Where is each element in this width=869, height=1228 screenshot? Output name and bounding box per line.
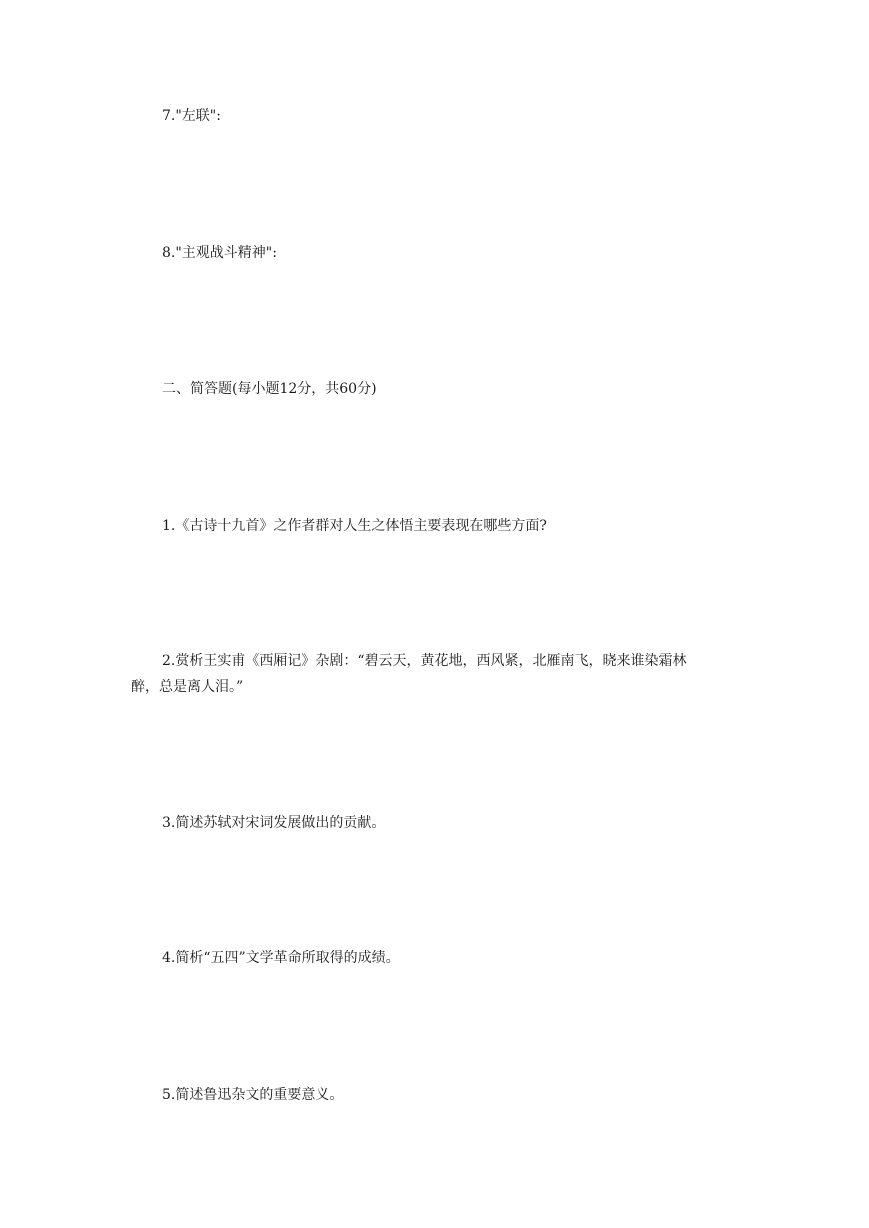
question-7: 7."左联": — [162, 108, 221, 124]
section-heading-short-answer: 二、简答题(每小题12分，共60分) — [162, 381, 377, 397]
short-answer-question-2-line-2: 醉，总是离人泪。” — [131, 679, 244, 695]
short-answer-question-4: 4.简析“五四”文学革命所取得的成绩。 — [162, 950, 400, 966]
short-answer-question-3: 3.简述苏轼对宋词发展做出的贡献。 — [162, 815, 386, 831]
short-answer-question-1: 1.《古诗十九首》之作者群对人生之体悟主要表现在哪些方面? — [162, 518, 547, 534]
question-8: 8."主观战斗精神": — [162, 245, 277, 261]
short-answer-question-5: 5.简述鲁迅杂文的重要意义。 — [162, 1087, 344, 1103]
short-answer-question-2-line-1: 2.赏析王实甫《西厢记》杂剧：“碧云天，黄花地，西风紧，北雁南飞，晓来谁染霜林 — [162, 653, 687, 669]
